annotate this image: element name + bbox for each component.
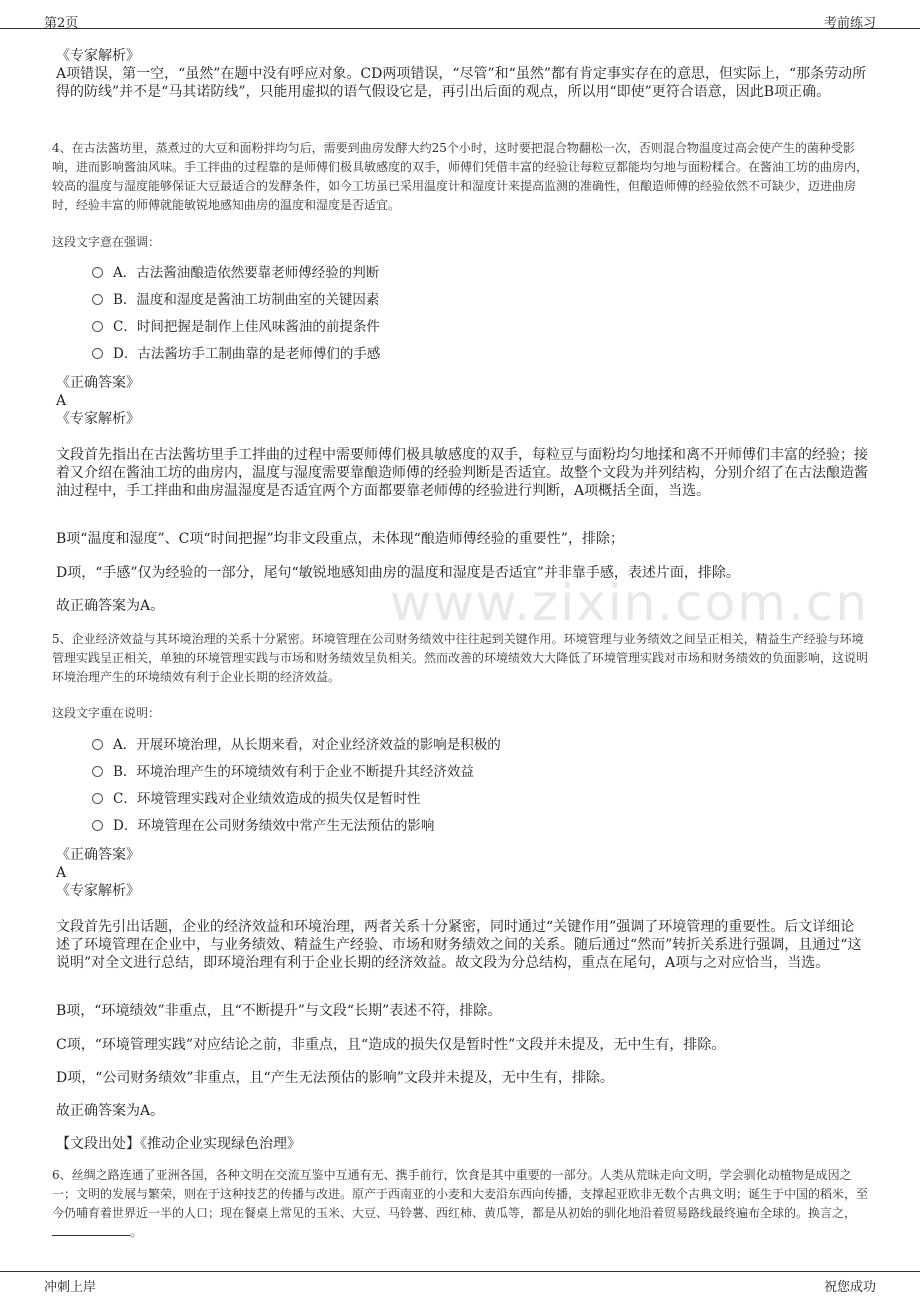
radio-icon[interactable] (92, 766, 103, 777)
answer-value: A (56, 865, 67, 881)
answer-label: 《正确答案》 (56, 375, 140, 391)
prev-analysis: A项错误，第一空，“虽然”在题中没有呼应对象。CD两项错误，“尽管”和“虽然”都有肯定事实存在的意思，但实际上，“那条劳动所得的防线”并不是“马其诺防线”，只能用虚拟的语气假设它是，再引出后面的观点，所以用“即使”更符合语意，因此B项正确。 (56, 66, 867, 100)
source-citation: 【文段出处】《推动企业实现绿色治理》 (56, 1136, 301, 1152)
q5-analysis-b: B项，“环境绩效”非重点，且“不断提升”与文段“长期”表述不符，排除。 (56, 1003, 502, 1019)
q5-option-d[interactable]: D．环境管理在公司财务绩效中常产生无法预估的影响 (92, 817, 434, 835)
q4-option-d[interactable]: D．古法酱坊手工制曲靠的是老师傅们的手感 (92, 345, 380, 363)
footer-left-text: 冲刺上岸 (44, 1280, 97, 1295)
q4-analysis-main: 文段首先指出在古法酱坊里手工拌曲的过程中需要师傅们极具敏感度的双手，每粒豆与面粉均匀地揉和离不开师傅们丰富的经验；接着又介绍在酱油工坊的曲房内，温度与湿度需要靠酿造师傅的经验判断是否适宜。故整个文段为并列结构，分别介绍了在古法酿造酱油过程中，手工拌曲和曲房温湿度是否适宜两个方面都要靠老师傅的经验进行判断，A项概括全面，当选。 (56, 447, 868, 499)
q5-analysis-c: C项，“环境管理实践”对应结论之前，非重点，且“造成的损失仅是暂时性”文段并未提及，无中生有，排除。 (56, 1037, 726, 1053)
q4-option-a[interactable]: A．古法酱油酿造依然要靠老师傅经验的判断 (92, 264, 379, 282)
q4-conclusion: 故正确答案为A。 (56, 598, 165, 614)
radio-icon[interactable] (92, 820, 103, 831)
q4-analysis-b: B项“温度和湿度”、C项“时间把握”均非文段重点，未体现“酿造师傅经验的重要性”，排除； (56, 531, 624, 547)
radio-icon[interactable] (92, 348, 103, 359)
q5-analysis-d: D项，“公司财务绩效”非重点，且“产生无法预估的影响”文段并未提及，无中生有，排除。 (56, 1070, 614, 1086)
page-number: 第2页 (44, 16, 79, 31)
q4-option-c[interactable]: C．时间把握是制作上佳风味酱油的前提条件 (92, 318, 380, 336)
answer-label: 《正确答案》 (56, 847, 140, 863)
expert-analysis-label: 《专家解析》 (56, 411, 140, 427)
answer-value: A (56, 393, 67, 409)
radio-icon[interactable] (92, 739, 103, 750)
page-header (0, 0, 920, 29)
expert-analysis-label: 《专家解析》 (56, 883, 140, 899)
q5-option-b[interactable]: B．环境治理产生的环境绩效有利于企业不断提升其经济效益 (92, 763, 474, 781)
q5-option-a[interactable]: A．开展环境治理，从长期来看，对企业经济效益的影响是积极的 (92, 736, 501, 754)
q5-option-c[interactable]: C．环境管理实践对企业绩效造成的损失仅是暂时性 (92, 790, 420, 808)
q5-conclusion: 故正确答案为A。 (56, 1103, 165, 1119)
expert-analysis-label: 《专家解析》 (56, 48, 140, 64)
header-title: 考前练习 (823, 16, 876, 31)
watermark: www.zixin.com.cn (390, 574, 870, 632)
question-5-stem: 5、企业经济效益与其环境治理的关系十分紧密。环境管理在公司财务绩效中往往起到关键作用。环境管理与业务绩效之间呈正相关，精益生产经验与环境管理实践呈正相关，单独的环境管理实践与市场和财务绩效呈负相关。然而改善的环境绩效大大降低了环境管理实践对市场和财务绩效的负面影响，这说明环境治理产生的环境绩效有利于企业长期的经济效益。 (52, 632, 869, 684)
answer-blank (52, 1223, 130, 1236)
radio-icon[interactable] (92, 321, 103, 332)
question-4-prompt: 这段文字意在强调： (52, 235, 161, 249)
question-6-stem: 6、丝绸之路连通了亚洲各国，各种文明在交流互鉴中互通有无、携手前行，饮食是其中重要的一部分。人类从荒昧走向文明，学会驯化动植物是成因之一；文明的发展与繁荣，则在于这种技艺的传播与改进。原产于西南亚的小麦和大麦沿东西向传播，支撑起亚欧非无数个古典文明；诞生于中国的稻米，至今仍哺育着世界近一半的人口；现在餐桌上常见的玉米、大豆、马铃薯、西红柿、黄瓜等，都是从初始的驯化地沿着贸易路线最终遍布全球的。换言之，。 (52, 1168, 869, 1239)
radio-icon[interactable] (92, 793, 103, 804)
footer-right-text: 祝您成功 (823, 1280, 876, 1295)
page-footer (0, 1271, 920, 1302)
radio-icon[interactable] (92, 294, 103, 305)
radio-icon[interactable] (92, 267, 103, 278)
q5-analysis-main: 文段首先引出话题，企业的经济效益和环境治理，两者关系十分紧密，同时通过“关键作用”强调了环境管理的重要性。后文详细论述了环境管理在企业中，与业务绩效、精益生产经验、市场和财务绩效之间的关系。随后通过“然而”转折关系进行强调，且通过“这说明”对全文进行总结，即环境治理有利于企业长期的经济效益。故文段为分总结构，重点在尾句，A项与之对应恰当，当选。 (56, 919, 862, 971)
q4-option-b[interactable]: B．温度和湿度是酱油工坊制曲室的关键因素 (92, 291, 379, 309)
question-4-stem: 4、在古法酱坊里，蒸煮过的大豆和面粉拌均匀后，需要到曲房发酵大约25个小时，这时要把混合物翻松一次，否则混合物温度过高会使产生的菌种受影响，进而影响酱油风味。手工拌曲的过程靠的是师傅们极具敏感度的双手，师傅们凭借丰富的经验让每粒豆都能均匀地与面粉糅合。在酱油工坊的曲房内，较高的温度与湿度能够保证大豆最适合的发酵条件，如今工坊虽已采用温度计和湿度计来提高监测的准确性，但酿造师傅的经验依然不可缺少，迈进曲房时，经验丰富的师傅就能敏锐地感知曲房的温度和湿度是否适宜。 (52, 141, 869, 212)
question-5-prompt: 这段文字重在说明： (52, 706, 161, 720)
q4-analysis-d: D项，“手感”仅为经验的一部分，尾句“敏锐地感知曲房的温度和湿度是否适宜”并非靠手感，表述片面，排除。 (56, 565, 740, 581)
